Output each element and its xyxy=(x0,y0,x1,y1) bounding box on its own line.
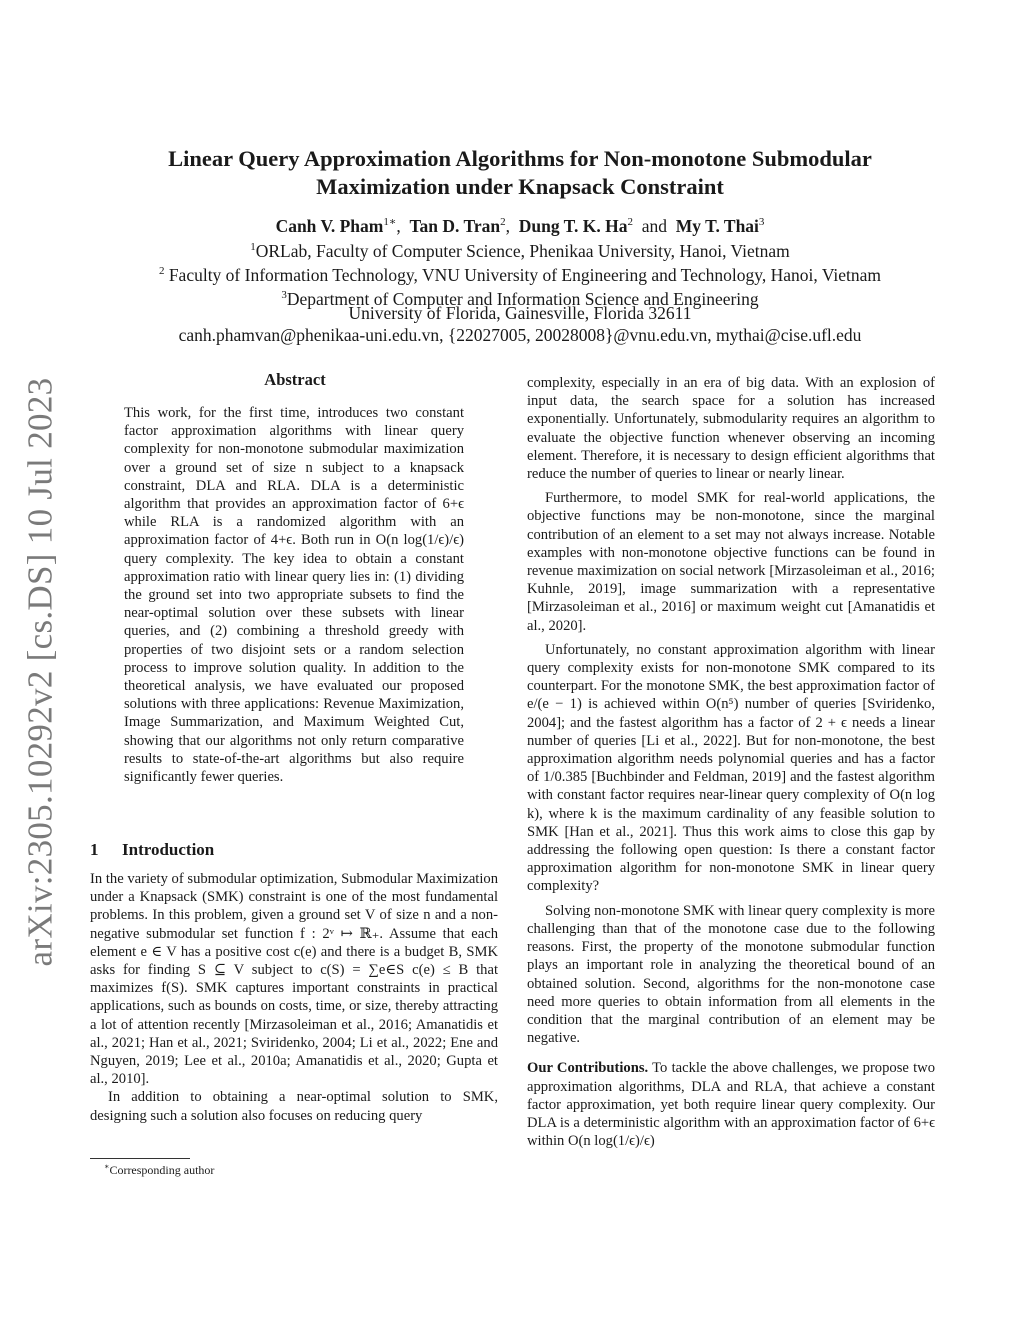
author-name: My T. Thai xyxy=(675,215,759,236)
arxiv-side-stamp xyxy=(10,372,70,972)
paragraph-text: To tackle the above challenges, we propose two approximation algorithms, DLA and RLA, that achieve a constant factor approximation, yet both require linear query complexity. Our DLA is a deterministic algorithm with an approximation factor of 6+ϵ within O(n log(1/ϵ)/ϵ) xyxy=(527,1060,935,1150)
section-number: 1 xyxy=(90,840,99,859)
author-name: Dung T. K. Ha xyxy=(518,215,628,236)
paragraph: Unfortunately, no constant approximation algorithm with linear query complexity exists for non-monotone SMK compared to its counterpart. For the monotone SMK, the best approximation factor of e/(e − 1) is achieved within O(n⁵) number of queries [Sviridenko, 2004]; and the fastest algorithm has a factor of 2 + ϵ needs a linear number of queries [Li et al., 2022]. But for non-monotone, the best approximation algorithm needs polynomial queries and has a factor of 1/0.385 [Buchbinder and Feldman, 2019] and the fastest algorithm with constant factor requires near-linear query complexity of O(n log k), where k is the maximum cardinality of any feasible solution to SMK [Han et al., 2021]. Thus this work aims to close this gap by addressing the following open question: Is there a constant factor approximation algorithm for non-monotone SMK in linear query complexity? xyxy=(527,641,935,895)
affiliation-3-address: University of Florida, Gainesville, Florida 32611 xyxy=(348,303,692,323)
introduction-body xyxy=(90,870,498,1125)
author-list: Canh V. Pham$^{1∗}$, Tan D. Tran$^2$, Dung T. K. Ha$^2$ and My T. Thai$^3$ xyxy=(275,215,765,236)
affiliation-text: Faculty of Information Technology, VNU University of Engineering and Technology, Hanoi, Vietnam xyxy=(164,264,882,285)
arxiv-identifier: arXiv:2305.10292v2 [cs.DS] 10 Jul 2023 xyxy=(20,377,59,967)
author-mark: 3 xyxy=(758,216,765,228)
section-heading-introduction xyxy=(90,840,214,860)
right-column-body xyxy=(527,374,935,1150)
paragraph: complexity, especially in an era of big data. With an explosion of input data, the search space for a solution has increased exponentially. Unfortunately, submodularity requires an algorithm to evaluate the objective function whenever observing an incoming element. Therefore, it is necessary to design efficient algorithms that reduce the number of queries to linear or nearly linear. xyxy=(527,375,935,483)
run-in-heading: Our Contributions. xyxy=(527,1060,649,1077)
paragraph: Solving non-monotone SMK with linear query complexity is more challenging than that of the monotone case due to the following reasons. First, the property of the monotone submodular function plays an important role in analyzing the theoretical bound of an obtained solution. Second, algorithms for the non-monotone case need more queries to obtain information from all elements in the condition that the marginal contribution of an element may be negative. xyxy=(527,902,935,1047)
footnote xyxy=(104,1162,214,1178)
paper-title: Linear Query Approximation Algorithms for Non-monotone Submodular Maximization under Knapsack Constraint xyxy=(168,146,872,199)
author-name: Tan D. Tran xyxy=(409,215,501,236)
paragraph-contributions xyxy=(527,1059,935,1150)
author-mark: 1∗ xyxy=(383,216,397,228)
section-title: Introduction xyxy=(122,840,215,859)
footnote-mark: ∗ xyxy=(104,1162,110,1171)
affiliation-text: Department of Computer and Information Science and Engineering xyxy=(286,288,759,309)
affiliation-2 xyxy=(80,260,960,286)
abstract-body xyxy=(124,404,464,786)
author-conjunction: and xyxy=(641,215,668,236)
affiliation-mark: 3 xyxy=(281,289,287,301)
affiliation-1 xyxy=(80,236,960,262)
paragraph: Furthermore, to model SMK for real-world applications, the objective functions may be non-monotone, since the marginal contribution of an element to a set may not always increase. Notable examples with non-monotone objective functions can be found in revenue maximization on social network [Mirzasoleiman et al., 2016; Kuhnle, 2019], image summarization with a representative [Mirzasoleiman et al., 2016] or maximum weight cut [Amanatidis et al., 2020]. xyxy=(527,490,935,634)
author-mark: 2 xyxy=(627,216,633,228)
paragraph: In the variety of submodular optimization, Submodular Maximization under a Knapsack (SMK) constraint is one of the most fundamental problems. In this problem, given a ground set V of size n and a non-negative submodular set function f : 2ᵛ ↦ ℝ₊. Assume that each element e ∈ V has a positive cost c(e) and there is a budget B, SMK asks for finding S ⊆ V subject to c(S) = ∑e∈S c(e) ≤ B that maximizes f(S). SMK captures important constraints in practical applications, such as bounds on costs, time, or size, thereby attracting a lot of attention recently [Mirzasoleiman et al., 2016; Amanatidis et al., 2021; Han et al., 2021; Sviridenko, 2004; Li et al., 2022; Ene and Nguyen, 2019; Lee et al., 2010a; Amanatidis et al., 2020; Gupta et al., 2010]. xyxy=(90,871,498,1088)
paragraph: In addition to obtaining a near-optimal solution to SMK, designing such a solution also focuses on reducing query xyxy=(90,1089,498,1124)
footnote-text: Corresponding author xyxy=(109,1163,215,1177)
affiliation-mark: 2 xyxy=(158,265,165,277)
author-mark: 2 xyxy=(500,216,506,228)
footnote-rule xyxy=(90,1158,190,1159)
affiliation-text: ORLab, Faculty of Computer Science, Phenikaa University, Hanoi, Vietnam xyxy=(255,240,790,261)
abstract-text: This work, for the first time, introduces two constant factor approximation algorithms with linear query complexity for non-monotone submodular maximization over a ground set of size n subject to a knapsack constraint, DLA and RLA. DLA is a deterministic algorithm that provides an approximation factor of 6+ϵ while RLA is a randomized algorithm with an approximation factor of 4+ϵ. Both run in O(n log(1/ϵ)/ϵ) query complexity. The key idea to obtain a constant approximation ratio with linear query lies in: (1) dividing the ground set into two appropriate subsets to find the near-optimal solution over these subsets with linear queries, and (2) combining a threshold greedy with properties of two disjoint sets or a random selection process to improve solution quality. In addition to the theoretical analysis, we have evaluated our proposed solutions with three applications: Revenue Maximization, Image Summarization, and Maximum Weighted Cut, showing that our algorithms not only return comparative results to state-of-the-art algorithms but also require significantly fewer queries. xyxy=(124,405,464,786)
abstract-heading: Abstract xyxy=(264,370,326,389)
author-emails: canh.phamvan@phenikaa-uni.edu.vn, {22027005, 20028008}@vnu.edu.vn, mythai@cise.ufl.edu xyxy=(178,325,862,345)
affiliation-mark: 1 xyxy=(250,241,256,253)
author-name: Canh V. Pham xyxy=(275,215,384,236)
